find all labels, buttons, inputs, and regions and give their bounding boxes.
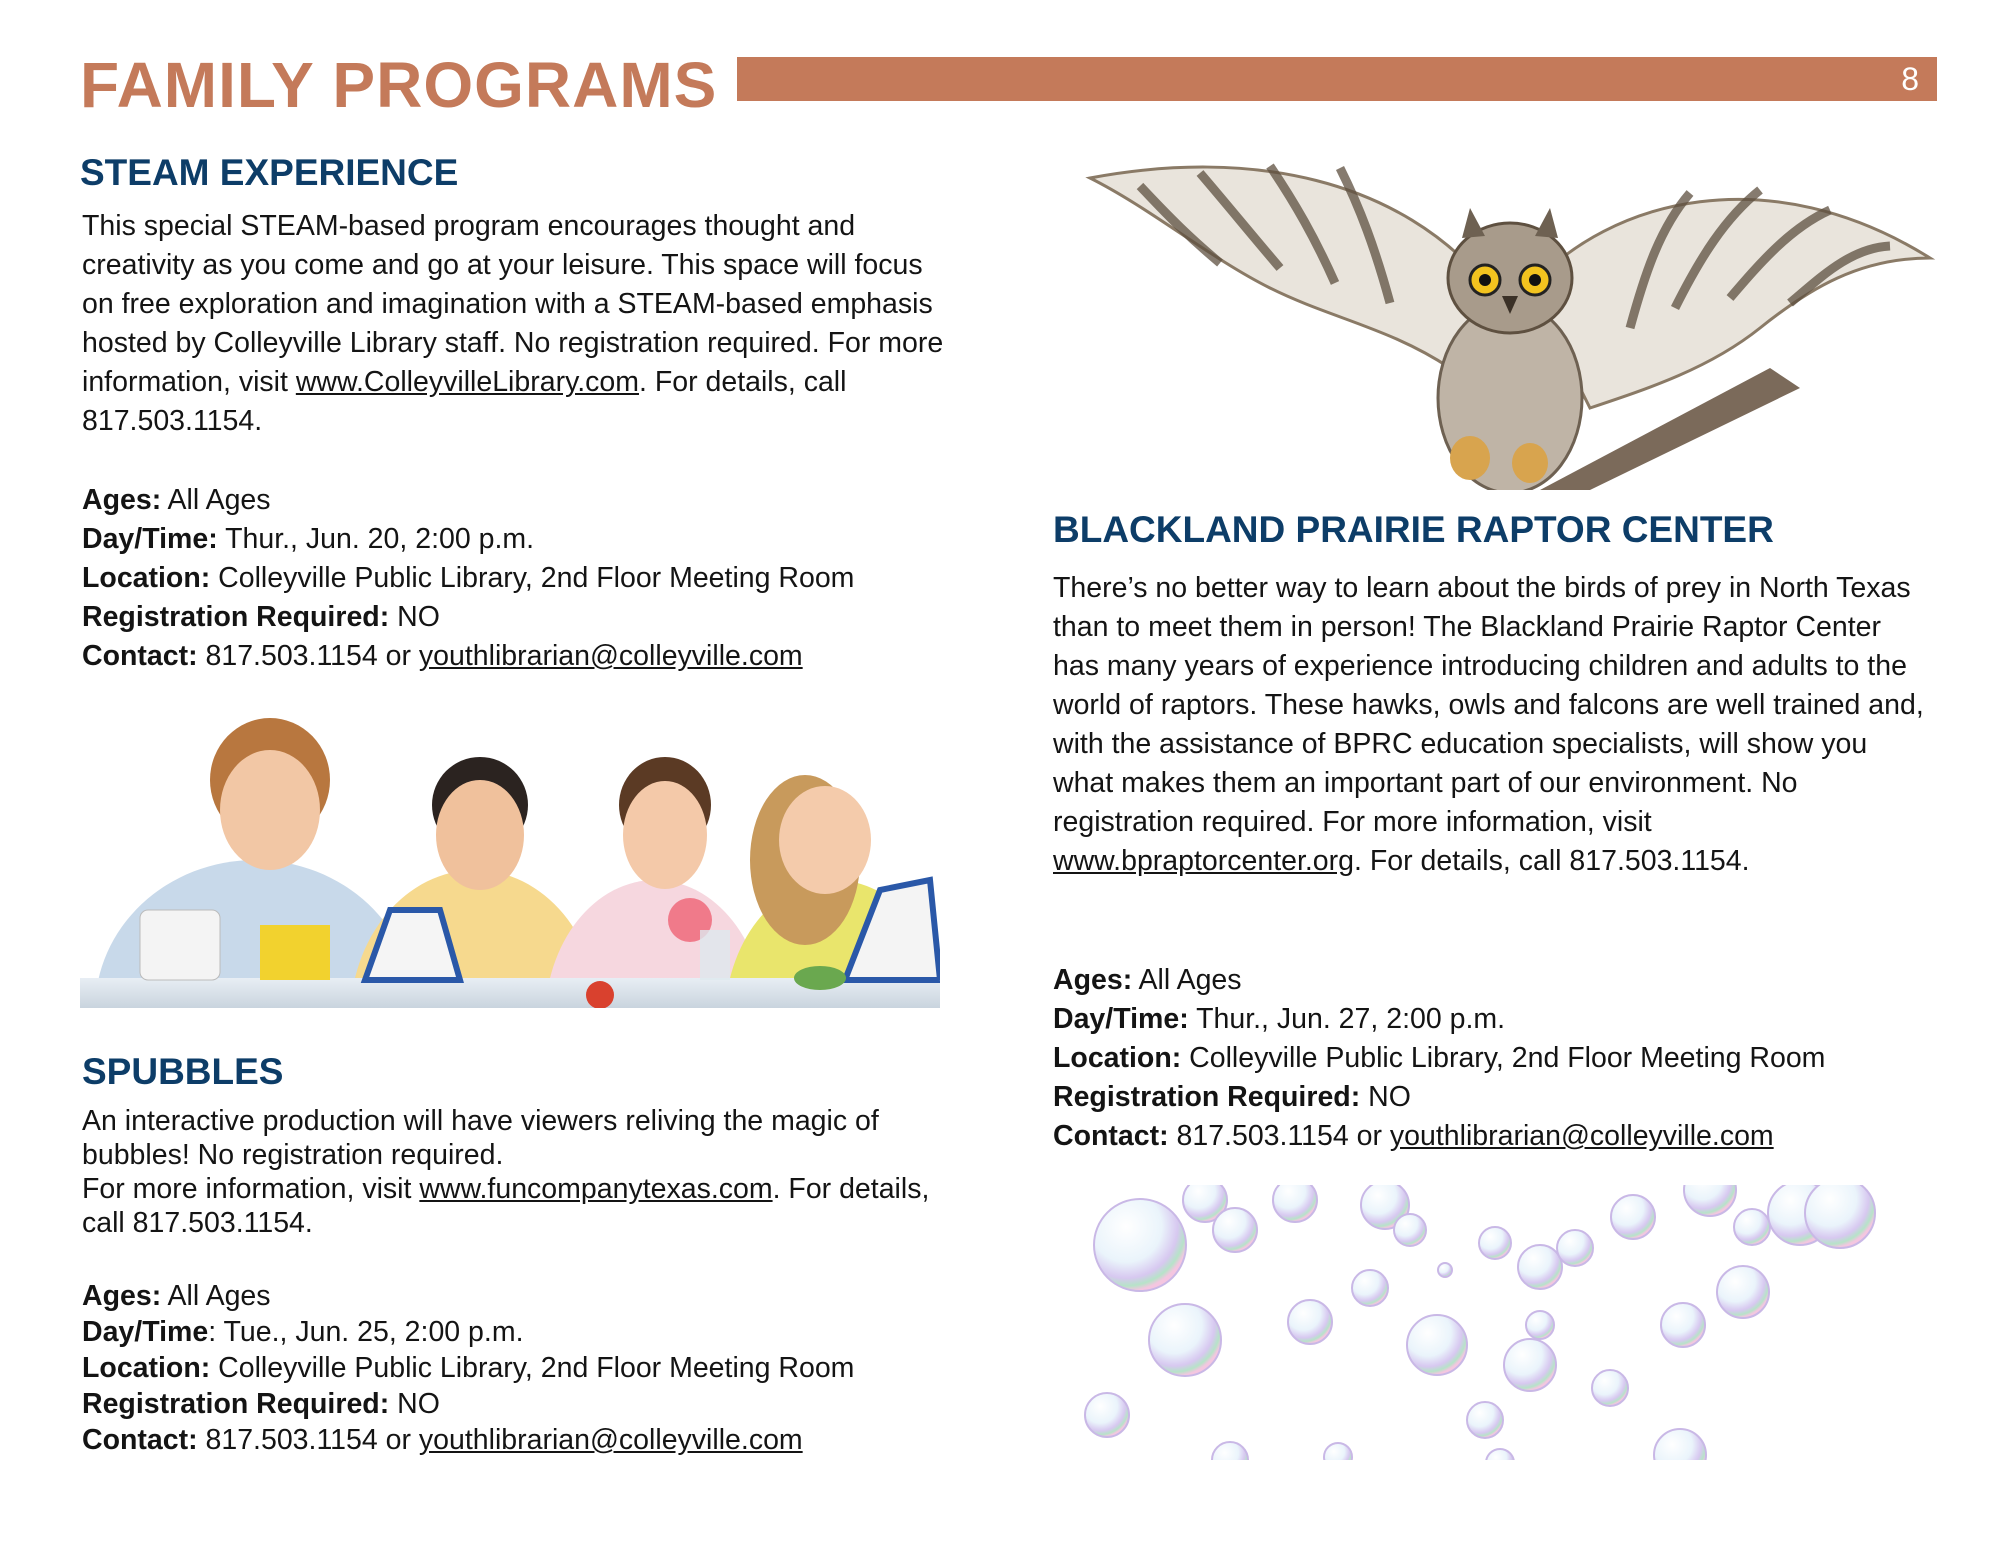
steam-location — [82, 559, 982, 598]
registration-label: Registration Required: — [82, 601, 390, 633]
page-title: FAMILY PROGRAMS — [80, 49, 718, 121]
daytime-label: Day/Time: — [82, 523, 218, 555]
steam-description-text: This special STEAM-based program encourages thought and creativity as you come and go at your leisure. This space will focus on free exploration and imagination with a STEAM-based emphasis hosted by Colleyville Library staff. No registration required. For more information, visit — [82, 210, 944, 398]
spubbles-more-info — [82, 1172, 962, 1240]
contact-label: Contact: — [82, 1424, 198, 1456]
location-label: Location: — [82, 1352, 211, 1384]
daytime-value: : Tue., Jun. 25, 2:00 p.m. — [208, 1316, 524, 1348]
spubbles-heading: SPUBBLES — [82, 1051, 284, 1092]
spubbles-daytime — [82, 1314, 982, 1350]
daytime-value: Thur., Jun. 27, 2:00 p.m. — [1196, 1003, 1506, 1035]
raptor-ages — [1053, 961, 1953, 1000]
bubbles-illustration — [1080, 1185, 1900, 1460]
steam-ages — [82, 481, 982, 520]
raptor-description — [1053, 569, 1933, 881]
registration-value: NO — [1368, 1081, 1411, 1113]
location-label: Location: — [1053, 1042, 1182, 1074]
registration-label: Registration Required: — [82, 1388, 390, 1420]
ages-label: Ages: — [1053, 964, 1133, 996]
steam-heading: STEAM EXPERIENCE — [80, 152, 459, 193]
raptor-heading: BLACKLAND PRAIRIE RAPTOR CENTER — [1053, 509, 1774, 550]
raptor-website-link[interactable]: www.bpraptorcenter.org — [1053, 845, 1354, 877]
spubbles-contact — [82, 1422, 982, 1458]
location-value: Colleyville Public Library, 2nd Floor Meeting Room — [218, 562, 855, 594]
registration-value: NO — [397, 1388, 440, 1420]
location-value: Colleyville Public Library, 2nd Floor Meeting Room — [1189, 1042, 1826, 1074]
kids-with-robots-illustration — [80, 710, 940, 1008]
spubbles-ages — [82, 1278, 982, 1314]
registration-label: Registration Required: — [1053, 1081, 1361, 1113]
contact-phone: 817.503.1154 or — [1176, 1120, 1390, 1152]
kids-with-robots-image — [80, 710, 940, 1008]
spubbles-registration — [82, 1386, 982, 1422]
location-value: Colleyville Public Library, 2nd Floor Meeting Room — [218, 1352, 855, 1384]
ages-value: All Ages — [167, 484, 271, 516]
contact-label: Contact: — [82, 640, 198, 672]
spubbles-details — [82, 1278, 982, 1458]
contact-label: Contact: — [1053, 1120, 1169, 1152]
page-number: 8 — [1901, 61, 1919, 97]
contact-phone: 817.503.1154 or — [205, 640, 419, 672]
steam-email-link[interactable]: youthlibrarian@colleyville.com — [418, 640, 803, 672]
spubbles-email-link[interactable]: youthlibrarian@colleyville.com — [418, 1424, 803, 1456]
ages-label: Ages: — [82, 484, 162, 516]
ages-label: Ages: — [82, 1280, 162, 1312]
ages-value: All Ages — [1138, 964, 1242, 996]
spubbles-description — [82, 1104, 962, 1240]
title-bar — [737, 57, 1937, 101]
daytime-label: Day/Time — [82, 1316, 209, 1348]
steam-website-link[interactable]: www.ColleyvilleLibrary.com — [295, 366, 639, 398]
spubbles-website-link[interactable]: www.funcompanytexas.com — [419, 1173, 773, 1205]
spubbles-description-text: An interactive production will have viewers reliving the magic of bubbles! No registration required. — [82, 1105, 879, 1171]
steam-registration — [82, 598, 982, 637]
owl-illustration — [1070, 138, 1940, 490]
steam-description — [82, 207, 962, 441]
steam-details — [82, 481, 982, 676]
raptor-email-link[interactable]: youthlibrarian@colleyville.com — [1389, 1120, 1774, 1152]
owl-image — [1070, 138, 1940, 490]
steam-description-tail: . For details, call 817.503.1154. — [82, 366, 847, 437]
contact-phone: 817.503.1154 or — [205, 1424, 419, 1456]
daytime-value: Thur., Jun. 20, 2:00 p.m. — [225, 523, 535, 555]
steam-daytime — [82, 520, 982, 559]
raptor-description-tail: . For details, call 817.503.1154. — [1354, 845, 1750, 877]
raptor-daytime — [1053, 1000, 1953, 1039]
raptor-registration — [1053, 1078, 1953, 1117]
raptor-description-text: There’s no better way to learn about the birds of prey in North Texas than to meet them in person! The Blackland Prairie Raptor Center has many years of experience introducing children and adults to the world of raptors. These hawks, owls and falcons are well trained and, with the assistance of BPRC education specialists, will show you what makes them an important part of our environment. No registration required. For more information, visit — [1053, 572, 1924, 838]
daytime-label: Day/Time: — [1053, 1003, 1189, 1035]
raptor-location — [1053, 1039, 1953, 1078]
steam-contact — [82, 637, 982, 676]
ages-value: All Ages — [167, 1280, 271, 1312]
registration-value: NO — [397, 601, 440, 633]
spubbles-location — [82, 1350, 982, 1386]
spubbles-description-tail: . For details, call 817.503.1154. — [82, 1173, 930, 1239]
raptor-contact — [1053, 1117, 1953, 1156]
raptor-details — [1053, 961, 1953, 1156]
location-label: Location: — [82, 562, 211, 594]
bubbles-image — [1080, 1185, 1900, 1460]
spubbles-more-text: For more information, visit — [82, 1173, 420, 1205]
